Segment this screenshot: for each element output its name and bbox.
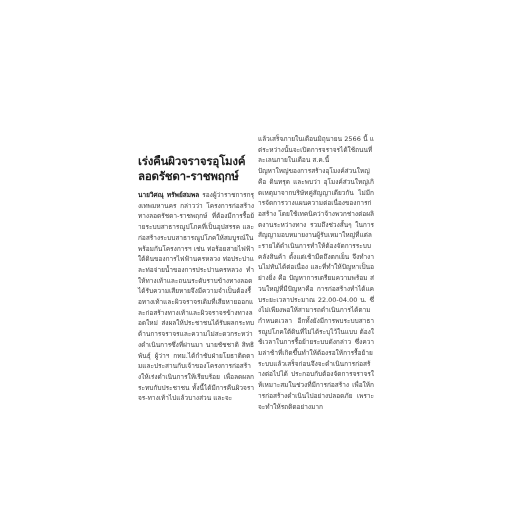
left-body [138, 190, 254, 404]
left-column [138, 154, 254, 404]
right-column [258, 134, 374, 412]
newspaper-clipping [138, 134, 378, 411]
headline-line-2: ลอดรัชดา-ราชพฤกษ์ [138, 169, 239, 183]
left-paragraph-text: รองผู้ว่าราชการกรุงเทพมหานคร กล่าวว่า โครงการก่อสร้างทางลอดรัชดา-ราชพฤกษ์ ที่ต้องมีการรื้อย้ายระบบสาธารณูปโภคที่เป็นอุปสรรค และก่อสร้างระบบสาธารณูปโภคให้สมบูรณ์ในพร้อมกันโครงการฯ เช่น ท่อร้อยสายไฟฟ้าใต้ดินของการไฟฟ้านครหลวง ท่อประปาและท่อจ่ายน้ำของการประปานครหลวง ทำให้ทางเท้าและถนนระดับราบข้างทางลอดได้รับความเสียหายจึงมีความจำเป็นต้องรื้อทางเท้าและผิวจราจรเดิมที่เสียหายออกและก่อสร้างทางเท้าและผิวจราจรข้างทางลอดใหม่ ส่งผลให้ประชาชนได้รับผลกระทบด้านการจราจรและความไม่สะดวกระหว่างดำเนินการซึ่งที่ผ่านมา นายชัชชาติ สิทธิพันธุ์ ผู้ว่าฯ กทม.ได้กำชับฝ่ายโยธาติดตามและประสานกับเจ้าของโครงการก่อสร้างให้เร่งดำเนินการให้เรียบร้อย เพื่อลดผลกระทบกับประชาชน ทั้งนี้ได้มีการคืนผิวจราจร-ทางเท้าไปแล้วบางส่วน และจะ [138, 191, 254, 403]
article-headline [138, 154, 254, 184]
byline: นายวิศณุ ทรัพย์สมพล [138, 191, 200, 199]
right-paragraph-2: ปัญหาใหญ่ของการสร้างอุโมงค์ส่วนใหญ่ คือ ดินทรุด และพบว่า อุโมงค์ส่วนใหญ่เกิดเหตุมาจากบริษัทคู่สัญญาเดียวกัน ไม่มีการจัดการวางแผนความต่อเนื่องของการก่อสร้าง โดยใช้เทคนิคว่าจ้างพวกช่างต่อผลิตงานระหว่างทาง รวมถึงช่วงสั้นๆ ในการสัญญามอบหมายงานผู้รับเหมาใหญ่ที่แต่ละรายได้ดำเนินการทำให้ต้องจัดการระบบคลังสินค้า ตั้งแต่เช้ามืดถึงตกเย็น จึงทำงานไม่ทันได้ต่อเนื่อง และที่ทำให้ปัญหาเป็นอย่างยิ่ง คือ ปัญหาการเตรียมความพร้อม ส่วนใหญ่ที่มีปัญหาคือ การก่อสร้างทำได้แคบระยะเวลาประมาณ 22.00-04.00 น. ซึ่งไม่เพียงพอให้สามารถดำเนินการได้ตามกำหนดเวลา อีกทั้งยังมีการพบระบบสาธารณูปโภคใต้ดินที่ไม่ได้ระบุไว้ในแบบ ต้องใช้เวลาในการรื้อย้ายระบบดังกล่าว ซึ่งความล่าช้าที่เกิดขึ้นทำให้ต้องรอให้การรื้อย้ายระบบแล้วเสร็จก่อนจึงจะดำเนินการก่อสร้างต่อไปได้ ประกอบกับต้องจัดการจราจรให้เหมาะสมในช่วงที่มีการก่อสร้าง เพื่อให้การก่อสร้างดำเนินไปอย่างปลอดภัย เพราะจะทำให้รถติดอย่างมาก [258, 167, 374, 411]
left-paragraph [138, 190, 254, 404]
headline-line-1: เร่งคืนผิวจราจรอุโมงค์ [138, 154, 246, 168]
right-paragraph-1: แล้วเสร็จภายในเดือนมิถุนายน 2566 นี้ แต่ระหว่างนั้นจะเปิดการจราจรได้ใช้ถนนที่ละเลนภายในเดือน ส.ค.นี้ [258, 135, 374, 165]
